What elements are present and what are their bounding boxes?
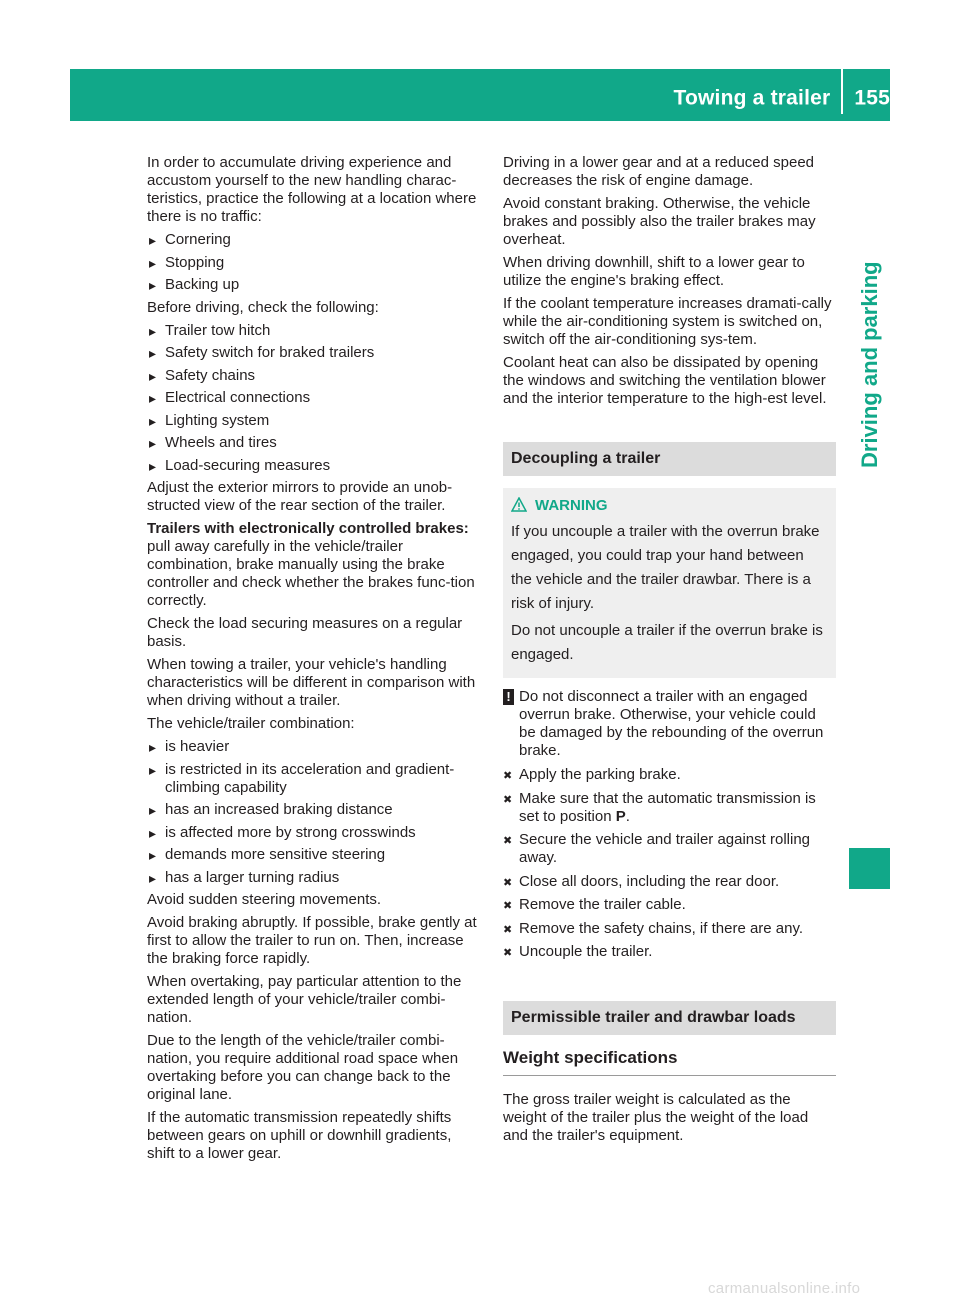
page-title: Towing a trailer bbox=[673, 86, 831, 110]
list-item: ▸ has an increased braking distance bbox=[147, 801, 482, 819]
watermark: carmanualsonline.info bbox=[708, 1280, 861, 1297]
road-space-paragraph: Due to the length of the vehicle/trailer combi-nation, you require additional road space when overtaking before you can change back to the original lane. bbox=[147, 1032, 459, 1103]
steering-paragraph: Avoid sudden steering movements. bbox=[147, 891, 382, 908]
notice-text: Do not disconnect a trailer with an engaged overrun brake. Otherwise, your vehicle could be damaged by the rebounding of the overrun brake. bbox=[519, 688, 824, 759]
mirrors-paragraph: Adjust the exterior mirrors to provide an unob-structed view of the rear section of the trailer. bbox=[147, 479, 453, 514]
list-item: ▸ Lighting system bbox=[147, 412, 482, 430]
combo-intro: The vehicle/trailer combination: bbox=[147, 715, 355, 732]
coolant-paragraph: If the coolant temperature increases dramati-cally while the air-conditioning system is switched on, switch off the air-conditioning sys-tem. bbox=[503, 295, 832, 348]
coolant-heat-paragraph: Coolant heat can also be dissipated by opening the windows and switching the ventilation blower and the interior temperature to the high-est level. bbox=[503, 354, 827, 407]
step-arrow-icon: ✖ bbox=[503, 900, 513, 912]
side-label-text: Driving and parking bbox=[857, 261, 882, 468]
list-item: ▸ Load-securing measures bbox=[147, 457, 482, 475]
warning-box bbox=[503, 488, 836, 678]
step-arrow-icon: ✖ bbox=[503, 923, 513, 936]
list-item: ▸ is restricted in its acceleration and gradient-climbing capability bbox=[147, 761, 482, 797]
load-check-paragraph: Check the load securing measures on a regular basis. bbox=[147, 615, 463, 650]
list-item: ✖ Make sure that the automatic transmission is set to position P. bbox=[503, 789, 816, 825]
list-item: ▸ Cornering bbox=[147, 231, 482, 249]
combo-list bbox=[147, 738, 482, 887]
list-item bbox=[503, 896, 836, 914]
warning-label: WARNING bbox=[535, 497, 608, 514]
constant-braking-paragraph: Avoid constant braking. Otherwise, the vehicle brakes and possibly also the trailer brakes may overheat. bbox=[503, 195, 816, 248]
list-item: ▸ has a larger turning radius bbox=[147, 869, 482, 887]
list-item: ▸ is affected more by strong crosswinds bbox=[147, 824, 482, 842]
list-item: ▸ demands more sensitive steering bbox=[147, 846, 482, 864]
list-item bbox=[503, 766, 836, 784]
overtaking-paragraph: When overtaking, pay particular attention to the extended length of your vehicle/trailer combi-nation. bbox=[147, 973, 462, 1026]
list-item: ▸ Wheels and tires bbox=[147, 434, 482, 452]
ecb-heading: Trailers with electronically controlled brakes: bbox=[147, 520, 469, 537]
step-text: Uncouple the trailer. bbox=[519, 943, 653, 960]
step-text: Make sure that the automatic transmission is set to position bbox=[519, 789, 816, 825]
gross-weight-paragraph: The gross trailer weight is calculated as the weight of the trailer plus the weight of the load and the trailer's equipment. bbox=[503, 1091, 809, 1144]
list-item bbox=[503, 831, 836, 867]
left-column bbox=[147, 154, 482, 1168]
list-item bbox=[503, 920, 836, 938]
step-arrow-icon: ✖ bbox=[503, 770, 513, 782]
step-arrow-icon: ✖ bbox=[503, 947, 513, 959]
step-text: Apply the parking brake. bbox=[519, 766, 681, 783]
page-number: 155 bbox=[854, 86, 890, 110]
step-text: Remove the trailer cable. bbox=[519, 896, 686, 913]
warning-instruction: Do not uncouple a trailer if the overrun brake is engaged. bbox=[511, 622, 823, 663]
section-heading-permissible: Permissible trailer and drawbar loads bbox=[503, 1001, 836, 1035]
list-item: ▸ Safety chains bbox=[147, 367, 482, 385]
notice-paragraph bbox=[503, 688, 836, 760]
intro-paragraph: In order to accumulate driving experience and accustom yourself to the new handling charac-teristics, practice the following at a location where there is no traffic: bbox=[147, 154, 477, 225]
header-divider bbox=[841, 62, 843, 114]
section-heading-decoupling: Decoupling a trailer bbox=[503, 442, 836, 476]
step-text: Secure the vehicle and trailer against rolling away. bbox=[519, 831, 810, 866]
warning-triangle-icon bbox=[511, 494, 529, 518]
practice-list bbox=[147, 231, 482, 294]
step-arrow-icon: ✖ bbox=[503, 793, 513, 806]
ecb-text: pull away carefully in the vehicle/trailer combination, brake manually using the brake controller and check whether the brakes func-tion correctly. bbox=[147, 538, 475, 609]
warning-header bbox=[511, 494, 828, 518]
shifting-paragraph: If the automatic transmission repeatedly shifts between gears on uphill or downhill gradients, shift to a lower gear. bbox=[147, 1109, 452, 1162]
subsection-heading-weight: Weight specifications bbox=[503, 1049, 836, 1076]
braking-paragraph: Avoid braking abruptly. If possible, brake gently at first to allow the trailer to run on. Then, increase the braking force rapidly. bbox=[147, 914, 477, 967]
step-text: Close all doors, including the rear door. bbox=[519, 872, 780, 890]
check-intro: Before driving, check the following: bbox=[147, 298, 379, 316]
list-item: ▸ Safety switch for braked trailers bbox=[147, 344, 482, 362]
exclamation-icon: ! bbox=[503, 689, 514, 705]
section-marker bbox=[849, 848, 890, 889]
warning-text: If you uncouple a trailer with the overrun brake engaged, you could trap your hand between the vehicle and the trailer drawbar. There is a risk of injury. bbox=[511, 523, 820, 612]
handling-paragraph: When towing a trailer, your vehicle's handling characteristics will be different in comparison with when driving without a trailer. bbox=[147, 656, 476, 709]
decoupling-steps bbox=[503, 766, 836, 961]
position-value: P bbox=[615, 807, 626, 825]
list-item: ▸ Electrical connections bbox=[147, 389, 482, 407]
step-arrow-icon: ✖ bbox=[503, 876, 513, 889]
list-item bbox=[503, 943, 836, 961]
downhill-paragraph: When driving downhill, shift to a lower gear to utilize the engine's braking effect. bbox=[503, 254, 805, 289]
list-item: ▸ Backing up bbox=[147, 276, 482, 294]
list-item: ▸ is heavier bbox=[147, 738, 482, 756]
check-list bbox=[147, 322, 482, 475]
chapter-header bbox=[674, 84, 890, 114]
right-column bbox=[503, 154, 836, 1150]
list-item bbox=[503, 873, 836, 891]
lower-gear-paragraph: Driving in a lower gear and at a reduced speed decreases the risk of engine damage. bbox=[503, 154, 815, 189]
ecb-paragraph bbox=[147, 520, 482, 610]
list-item: ▸ Stopping bbox=[147, 254, 482, 272]
list-item: ▸ Trailer tow hitch bbox=[147, 322, 482, 340]
step-text: Remove the safety chains, if there are any. bbox=[519, 919, 804, 937]
step-arrow-icon: ✖ bbox=[503, 835, 513, 847]
